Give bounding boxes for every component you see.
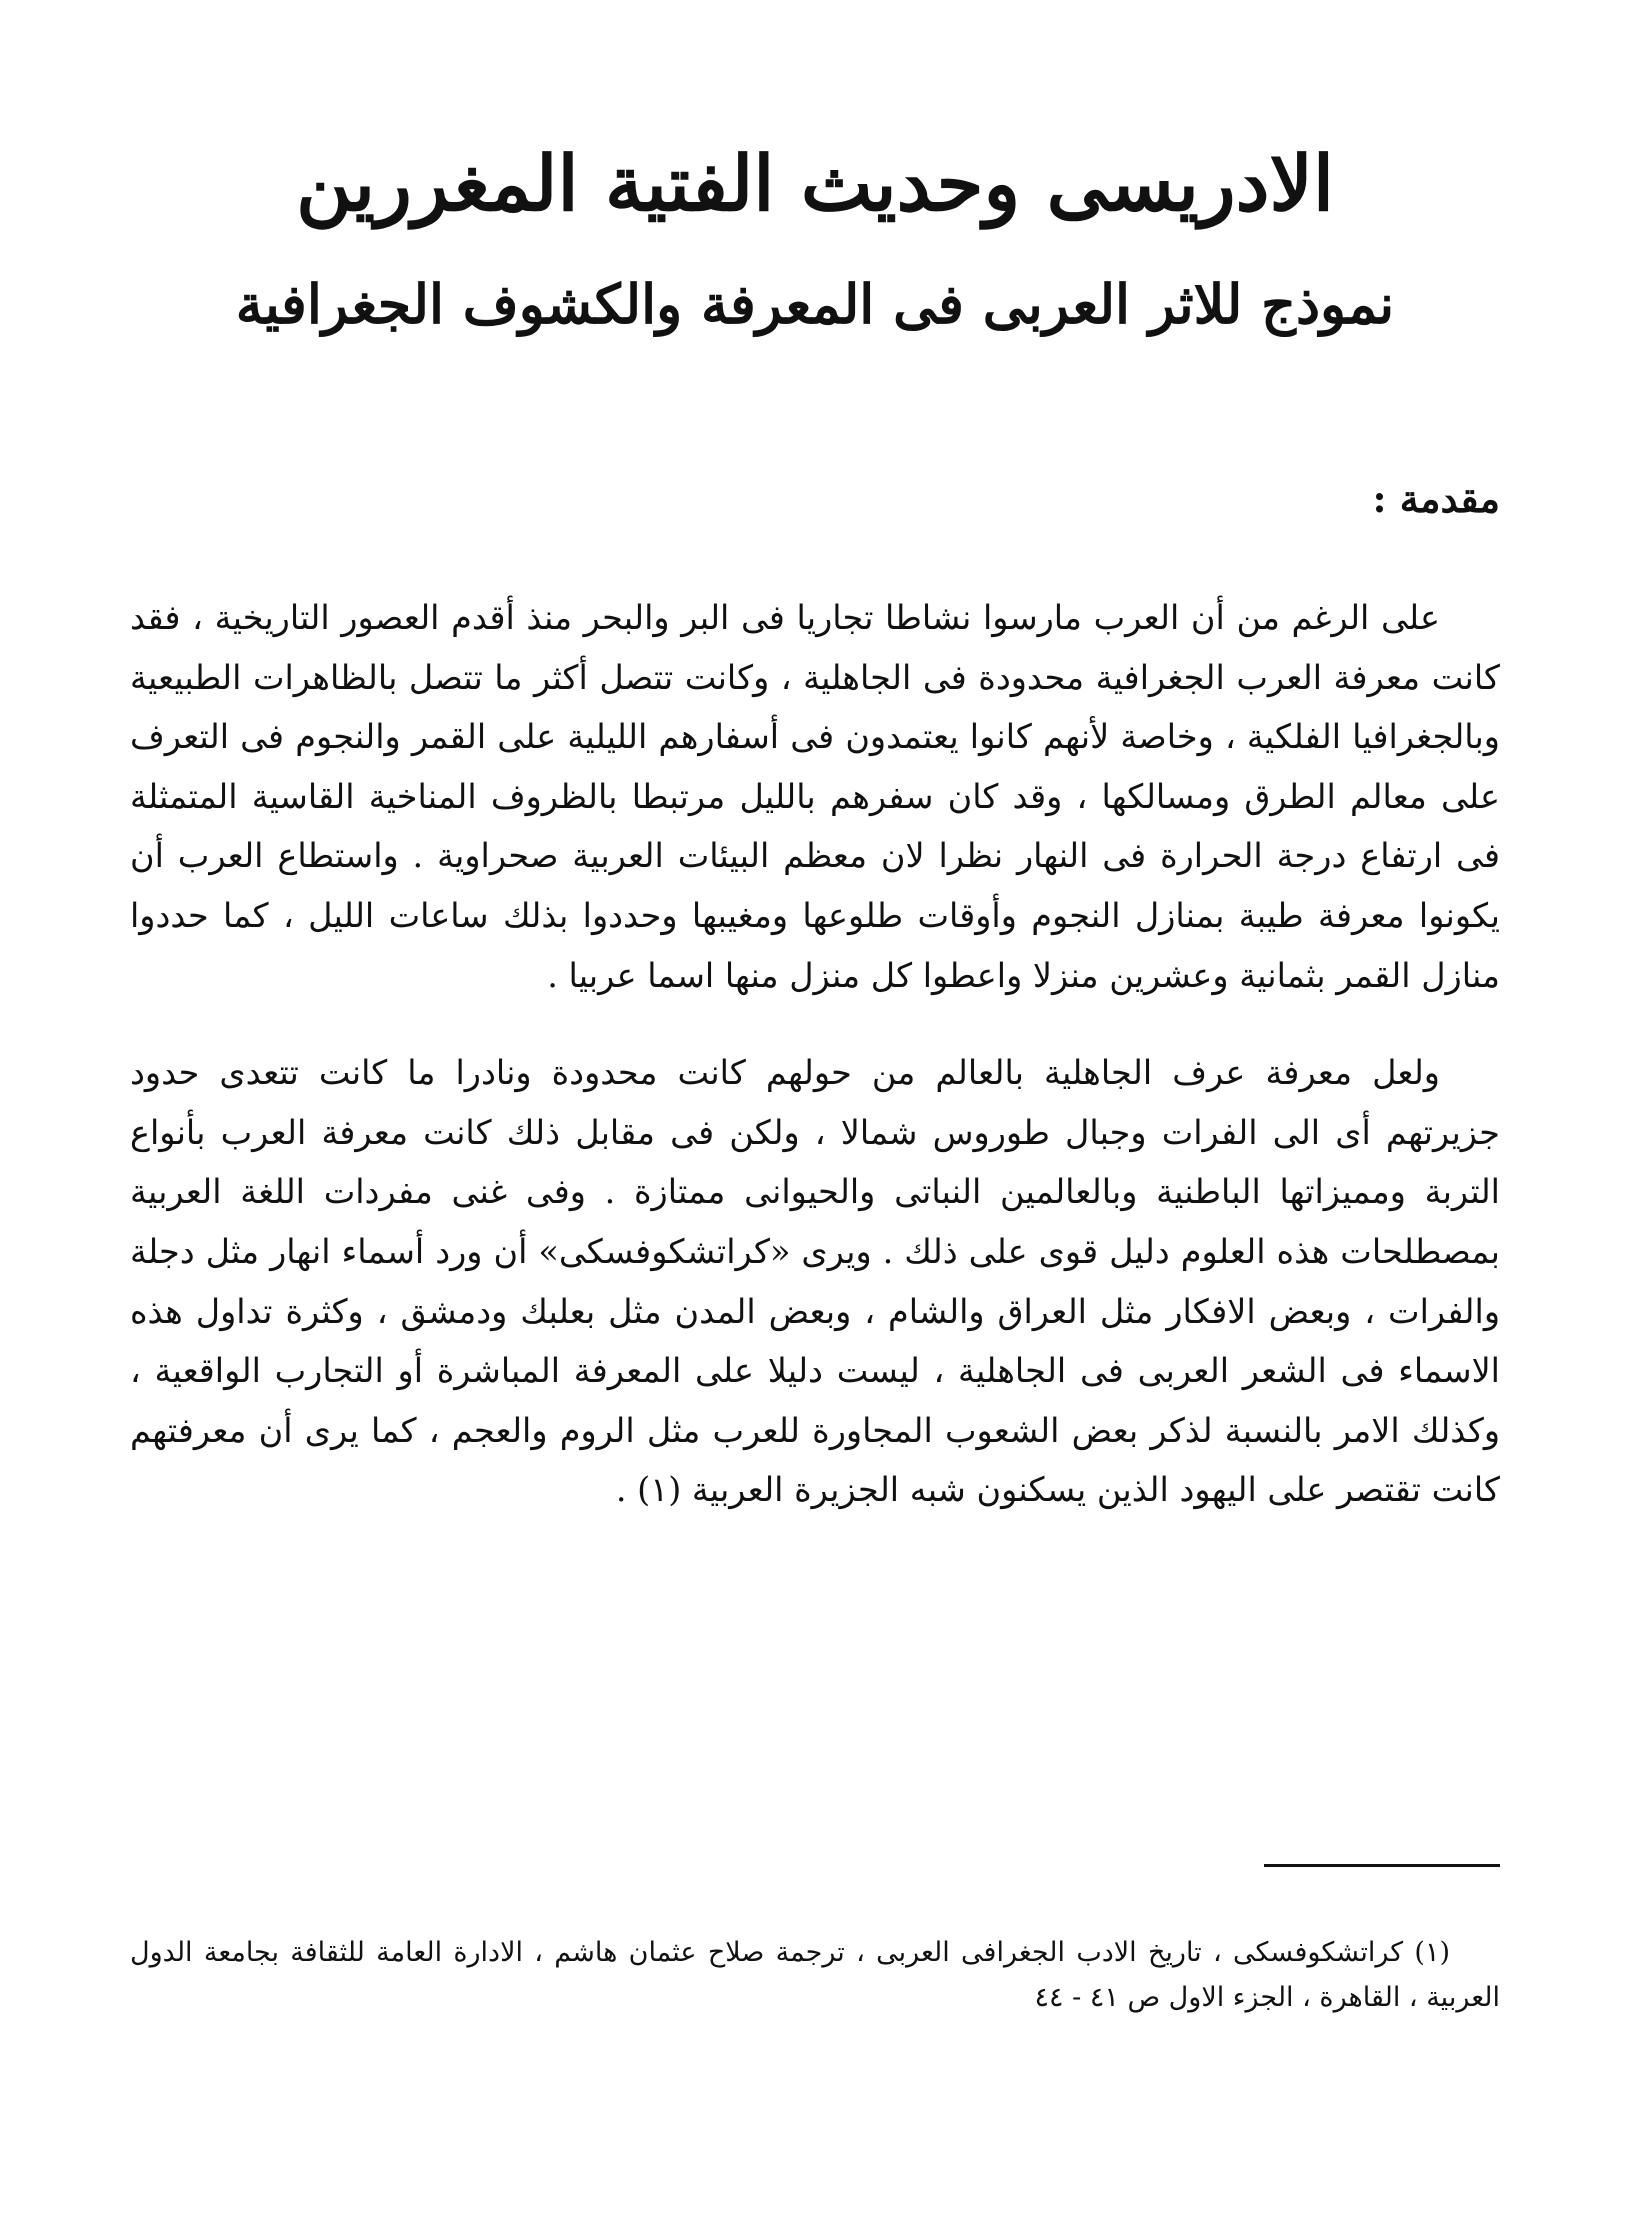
article-subtitle: نموذج للاثر العربى فى المعرفة والكشوف الجغرافية: [235, 272, 1395, 336]
paragraph-2: ولعل معرفة عرف الجاهلية بالعالم من حولهم كانت محدودة ونادرا ما كانت تتعدى حدود جزيرتهم أى الى الفرات وجبال طوروس شمالا ، ولكن فى مقابل ذلك كانت معرفة العرب بأنواع التربة ومميزاتها الباطنية وبالعالمين النباتى والحيوانى ممتازة . وفى غنى مفردات اللغة العربية بمصطلحات هذه العلوم دليل قوى على ذلك . ويرى «كراتشكوفسكى» أن ورد أسماء انهار مثل دجلة والفرات ، وبعض الافكار مثل العراق والشام ، وبعض المدن مثل بعلبك ودمشق ، وكثرة تداول هذه الاسماء فى الشعر العربى فى الجاهلية ، ليست دليلا على المعرفة المباشرة أو التجارب الواقعية ، وكذلك الامر بالنسبة لذكر بعض الشعوب المجاورة للعرب مثل الروم والعجم ، كما يرى أن معرفتهم كانت تقتصر على اليهود الذين يسكنون شبه الجزيرة العربية (١) .: [130, 1053, 1500, 1510]
article-title: الادريسى وحديث الفتية المغررين: [296, 139, 1334, 228]
footnote: (١) كراتشكوفسكى ، تاريخ الادب الجغرافى العربى ، ترجمة صلاح عثمان هاشم ، الادارة العامة للثقافة بجامعة الدول العربية ، القاهرة ، الجزء الاول ص ٤١ - ٤٤: [130, 1937, 1500, 2013]
body-text: [130, 588, 1500, 1520]
section-heading: مقدمة :: [1372, 476, 1500, 521]
paragraph-1: على الرغم من أن العرب مارسوا نشاطا تجاريا فى البر والبحر منذ أقدم العصور التاريخية ، فقد كانت معرفة العرب الجغرافية محدودة فى الجاهلية ، وكانت تتصل أكثر ما تتصل بالظاهرات الطبيعية وبالجغرافيا الفلكية ، وخاصة لأنهم كانوا يعتمدون فى أسفارهم الليلية على القمر والنجوم فى التعرف على معالم الطرق ومسالكها ، وقد كان سفرهم بالليل مرتبطا بالظروف المناخية القاسية المتمثلة فى ارتفاع درجة الحرارة فى النهار نظرا لان معظم البيئات العربية صحراوية . واستطاع العرب أن يكونوا معرفة طيبة بمنازل النجوم وأوقات طلوعها ومغيبها وحددوا بذلك ساعات الليل ، كما حددوا منازل القمر بثمانية وعشرين منزلا واعطوا كل منزل منها اسما عربيا .: [130, 598, 1500, 995]
footnote-divider: [1264, 1864, 1500, 1867]
